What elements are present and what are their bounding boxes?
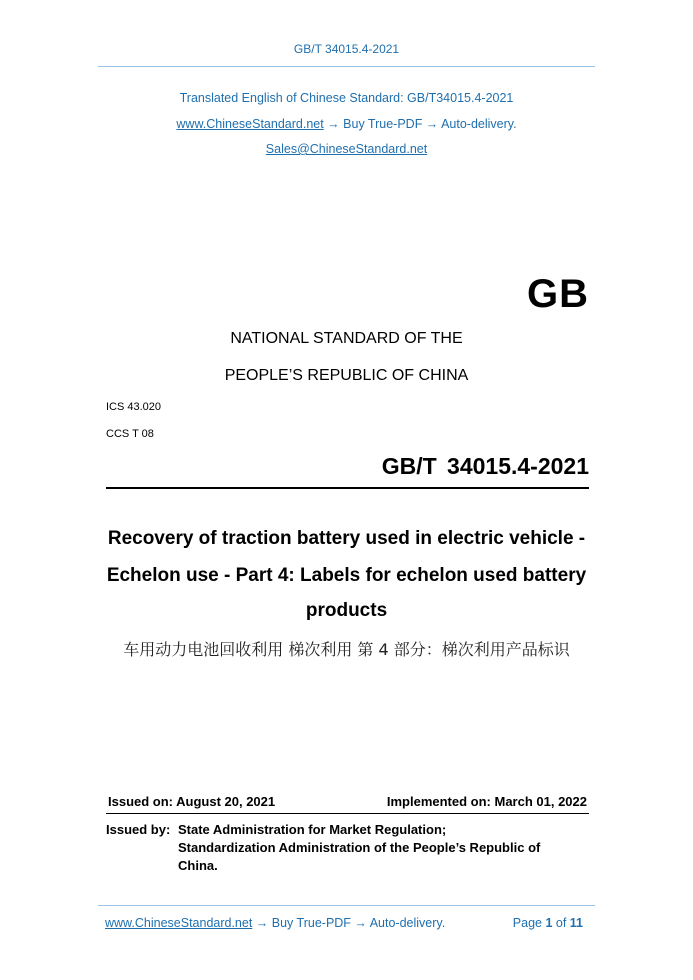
issued-by-label: Issued by:: [106, 822, 171, 837]
buy-text: → Buy True-PDF → Auto-delivery.: [323, 117, 517, 131]
header-rule: [98, 66, 595, 67]
page-label: Page: [512, 916, 546, 930]
issued-on-date: Issued on: August 20, 2021: [108, 794, 276, 809]
email-link[interactable]: Sales@ChineseStandard.net: [265, 142, 428, 156]
footer-buy-text: → Buy True-PDF → Auto-delivery.: [252, 916, 446, 930]
purchase-line: [0, 117, 693, 131]
translation-note: Translated English of Chinese Standard: GB/T34015.4-2021: [179, 91, 514, 105]
standard-number-rule: [106, 487, 589, 489]
issued-by-line2: Standardization Administration of the People’s Republic of: [178, 840, 541, 855]
page-indicator: [513, 916, 583, 930]
standard-number: GB/T 34015.4-2021: [381, 453, 589, 479]
issued-by-line3: China.: [178, 858, 218, 873]
gb-mark: GB: [527, 272, 589, 316]
of-label: of: [552, 916, 570, 930]
header-title: GB/T 34015.4-2021: [293, 42, 400, 56]
title-en-line2: Echelon use - Part 4: Labels for echelon used battery: [106, 565, 587, 586]
ics-code: ICS 43.020: [106, 401, 162, 413]
national-standard-line1: NATIONAL STANDARD OF THE: [230, 330, 463, 347]
page-number: 1: [545, 916, 553, 930]
total-pages: 11: [569, 916, 583, 930]
email-line: [0, 142, 693, 156]
title-en-line3: products: [305, 600, 388, 621]
site-link[interactable]: www.ChineseStandard.net: [176, 117, 324, 131]
dates-rule: [106, 813, 589, 814]
implemented-on-date: Implemented on: March 01, 2022: [386, 794, 587, 809]
footer-rule: [98, 905, 595, 906]
footer-purchase-line: [105, 916, 445, 930]
footer-site-link[interactable]: www.ChineseStandard.net: [105, 916, 253, 930]
title-zh: 车用动力电池回收利用 梯次利用 第 4 部分：梯次利用产品标识: [123, 640, 570, 659]
title-en-line1: Recovery of traction battery used in electric vehicle -: [107, 528, 586, 549]
ccs-code: CCS T 08: [106, 428, 154, 440]
national-standard-line2: PEOPLE’S REPUBLIC OF CHINA: [224, 367, 469, 384]
issued-by-line1: State Administration for Market Regulation;: [178, 822, 447, 837]
